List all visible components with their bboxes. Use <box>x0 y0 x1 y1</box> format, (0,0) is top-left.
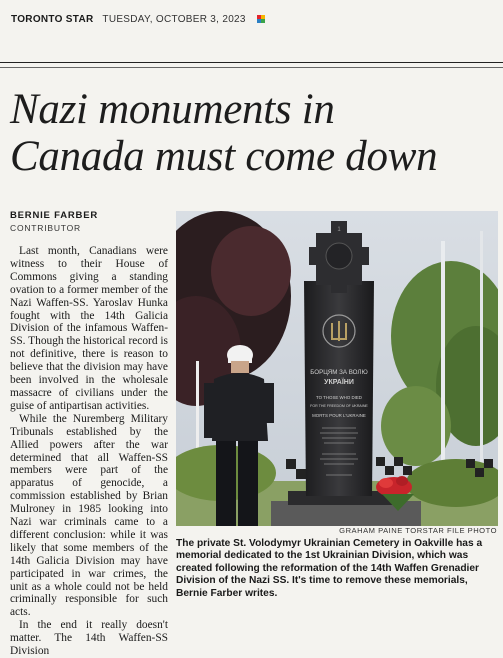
monument-inscription: MORTS POUR L'UKRAINE <box>312 413 366 418</box>
star-logo-icon <box>257 15 265 23</box>
paragraph: While the Nuremberg Military Tribunals established by the Allied powers after the war determined that all Waffen-SS members were part of the apparatus of genocide, a commission established by Brian Mulroney in 1985 looking into Nazi war criminals came to a different conclusion: while it was likely that some members of the 14th Galicia Division may have participated in war crimes, the unit as a whole could not be held criminally responsible for such acts. <box>10 412 168 619</box>
headline-line-2: Canada must come down <box>10 133 438 180</box>
svg-text:1: 1 <box>337 227 341 233</box>
masthead <box>11 14 265 25</box>
masthead-rule-thin <box>0 67 503 68</box>
monument-inscription: FOR THE FREEDOM OF UKRAINE <box>310 404 368 408</box>
paragraph: In the end it really doesn't matter. The 14th Waffen-SS Division <box>10 619 168 658</box>
monument-photo-illustration <box>176 211 498 526</box>
issue-date: TUESDAY, OCTOBER 3, 2023 <box>102 14 246 25</box>
author-name: BERNIE FARBER <box>10 210 98 221</box>
paragraph: Last month, Canadians were witness to their House of Commons giving a standing ovation to a former member of the Nazi Waffen-SS. Yaroslav Hunka fought with the 14th Galicia Division of the infamous Waffen-SS. Though the historical record is not definitive, there is reason to believe that the division may have been involved in the wholesale massacre of civilians under the guise of antipartisan activities. <box>10 245 168 412</box>
masthead-rule <box>0 62 503 63</box>
photo-caption: The private St. Volodymyr Ukrainian Cemetery in Oakville has a memorial dedicated to the 1st Ukrainian Division, which was created following the reformation of the 14th Waffen Grenadier Division of the Nazi SS. It's time to remove these memorials, Bernie Farber writes. <box>176 538 483 599</box>
photo-credit: GRAHAM PAINE TORSTAR FILE PHOTO <box>339 526 497 535</box>
article-photo <box>176 211 498 526</box>
monument-inscription: БОРЦЯМ ЗА ВОЛЮ <box>310 369 368 376</box>
headline <box>10 86 500 180</box>
monument-inscription: УКРАЇНИ <box>324 379 354 386</box>
newspaper-name: TORONTO STAR <box>11 14 94 25</box>
monument-inscription: TO THOSE WHO DIED <box>316 395 362 400</box>
article-body <box>10 245 168 658</box>
headline-line-1: Nazi monuments in <box>10 86 335 133</box>
author-role: CONTRIBUTOR <box>10 223 81 233</box>
